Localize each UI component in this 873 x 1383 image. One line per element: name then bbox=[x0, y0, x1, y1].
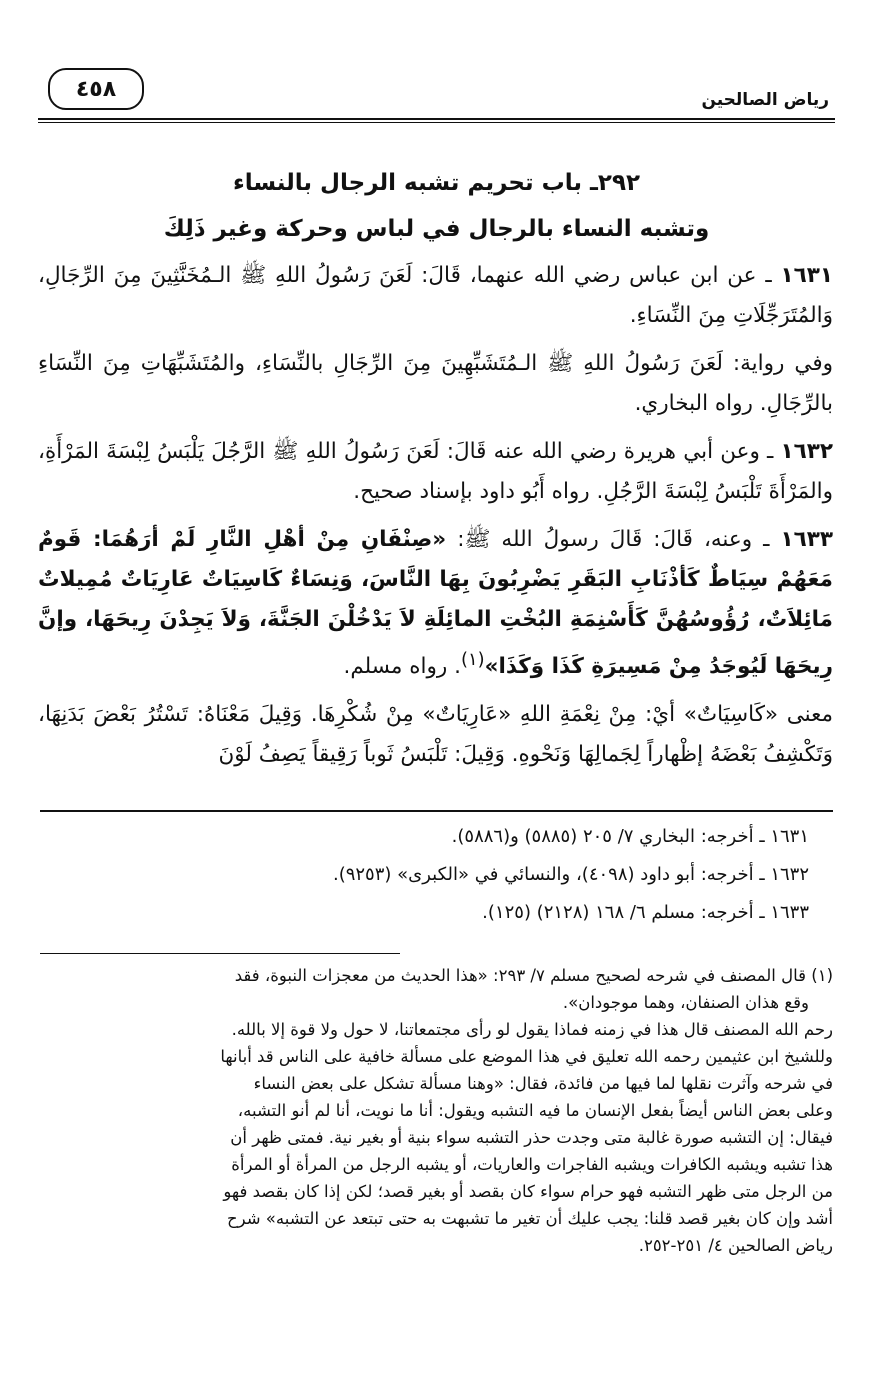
hadith-text: وفي رواية: لَعَنَ رَسُولُ اللهِ ﷺ الـمُتَشَبِّهِينَ مِنَ الرِّجَالِ بالنِّسَاءِ، والمُتَشَبِّهَاتِ مِنَ النِّسَاءِ بالرِّجَالِ. رواه البخاري. bbox=[38, 351, 833, 416]
header-rule bbox=[38, 118, 835, 120]
takhrij-list bbox=[40, 818, 833, 932]
page-header bbox=[38, 62, 835, 124]
footnote-marker: (١) bbox=[811, 966, 833, 985]
hadith-outro: . رواه مسلم. bbox=[343, 654, 461, 680]
hadith-1631 bbox=[38, 256, 833, 336]
footnote-line: وعلى بعض الناس أيضاً بفعل الإنسان ما فيه التشبه ويقول: أنا ما نويت، أنا لم أنو التشبه، bbox=[237, 1101, 833, 1120]
footnote bbox=[38, 962, 833, 1259]
main-text bbox=[38, 256, 833, 783]
chapter-heading bbox=[40, 160, 833, 252]
page-number: ٤٥٨ bbox=[48, 68, 144, 110]
takhrij-1632: ١٦٣٢ ـ أخرجه: أبو داود (٤٠٩٨)، والنسائي في «الكبرى» (٩٢٥٣). bbox=[332, 864, 809, 885]
hadith-text: ـ وعن أبي هريرة رضي الله عنه قَالَ: لَعَنَ رَسُولُ اللهِ ﷺ الرَّجُلَ يَلْبَسُ لِبْسَةَ المَرْأَةِ، والمَرْأَةَ تَلْبَسُ لِبْسَةَ الرَّجُلِ. رواه أَبُو داود بإسناد صحيح. bbox=[38, 439, 833, 504]
hadith-1632 bbox=[38, 432, 833, 512]
footnote-line: في شرحه وآثرت نقلها لما فيها من فائدة، فقال: «وهنا مسألة تشكل على بعض النساء bbox=[253, 1074, 833, 1093]
running-title: رياض الصالحين bbox=[701, 90, 829, 110]
footnote-line: من الرجل متى ظهر التشبه فهو حرام سواء كان بقصد أو بغير قصد؛ لكن إذا كان بقصد فهو bbox=[223, 1182, 833, 1201]
hadith-number: ١٦٣٢ bbox=[780, 439, 833, 464]
footnote-line: فيقال: إن التشبه صورة غالبة متى وجدت حذر التشبه سواء بنية أو بغير نية. فمتى ظهر أن bbox=[230, 1128, 833, 1147]
footnote-line: أشد وإن كان بغير قصد قلنا: يجب عليك أن تغير ما تشبهت به حتى تبتعد عن التشبه» شرح bbox=[226, 1209, 833, 1228]
footnote-reference: (١) bbox=[460, 649, 485, 670]
footnote-line: وقع هذان الصنفان، وهما موجودان». bbox=[562, 993, 809, 1012]
takhrij-1631: ١٦٣١ ـ أخرجه: البخاري ٧/ ٢٠٥ (٥٨٨٥) و(٥٨٨٦). bbox=[451, 826, 809, 847]
hadith-matn: «صِنْفَانِ مِنْ أهْلِ النَّارِ لَمْ أرَهُمَا: قَومٌ مَعَهُمْ سِيَاطٌ كَأذْنَابِ البَقَرِ يَضْرِبُونَ بِهَا النَّاسَ، وَنِسَاءٌ كَاسِيَاتٌ عَارِيَاتٌ مُمِيلاتٌ مَائِلاَتٌ، رُؤُوسُهُنَّ كَأَسْنِمَةِ البُخْتِ المائِلَةِ لاَ يَدْخُلْنَ الجَنَّةَ، وَلاَ يَجِدْنَ رِيحَهَا، وإنَّ رِيحَهَا لَيُوجَدُ مِنْ مَسِيرَةِ كَذَا وَكَذَا» bbox=[38, 527, 833, 680]
footnote-line: وللشيخ ابن عثيمين رحمه الله تعليق في هذا الموضع على مسألة خافية على الناس قد أبانها bbox=[220, 1047, 833, 1066]
hadith-intro: ـ وعنه، قَالَ: قَالَ رسولُ الله ﷺ: bbox=[446, 527, 781, 552]
hadith-text: ـ عن ابن عباس رضي الله عنهما، قَالَ: لَعَنَ رَسُولُ اللهِ ﷺ الـمُخَنَّثِينَ مِنَ الرِّجَالِ، وَالمُتَرَجِّلَاتِ مِنَ النِّسَاءِ. bbox=[38, 263, 833, 328]
takhrij-rule bbox=[40, 810, 833, 812]
header-rule-thin bbox=[38, 122, 835, 123]
footnote-line: هذا تشبه ويشبه الكافرات ويشبه الفاجرات والعاريات، أو يشبه الرجل من المرأة أو المرأة bbox=[231, 1155, 833, 1174]
hadith-number: ١٦٣١ bbox=[780, 263, 833, 288]
explanation: معنى «كَاسِيَاتٌ» أيْ: مِنْ نِعْمَةِ اللهِ «عَارِيَاتٌ» مِنْ شُكْرِهَا. وَقِيلَ مَعْنَاهُ: تَسْتُرُ بَعْضَ بَدَنِهَا، وَتَكْشِفُ بَعْضَهُ إظْهاراً لِجَمالِهَا وَنَحْوهِ. وَقِيلَ: تَلْبَسُ ثَوباً رَقِيقاً يَصِفُ لَوْنَ bbox=[38, 702, 833, 768]
footnote-line: (١) قال المصنف في شرحه لصحيح مسلم ٧/ ٢٩٣: «هذا الحديث من معجزات النبوة، فقد bbox=[234, 966, 833, 985]
footnote-rule bbox=[40, 953, 400, 954]
footnote-line: رحم الله المصنف قال هذا في زمنه فماذا يقول لو رأى مجتمعاتنا، لا حول ولا قوة إلا بالله. bbox=[231, 1020, 833, 1039]
hadith-1631-variant bbox=[38, 344, 833, 424]
footnote-line: رياض الصالحين ٤/ ٢٥١-٢٥٢. bbox=[638, 1236, 833, 1255]
hadith-number: ١٦٣٣ bbox=[780, 527, 833, 552]
chapter-title-line1: ٢٩٢ـ باب تحريم تشبه الرجال بالنساء bbox=[232, 170, 641, 196]
hadith-1633 bbox=[38, 520, 833, 687]
takhrij-1633: ١٦٣٣ ـ أخرجه: مسلم ٦/ ١٦٨ (٢١٢٨) (١٢٥). bbox=[482, 902, 809, 923]
chapter-title-line2: وتشبه النساء بالرجال في لباس وحركة وغير ذَلِكَ bbox=[163, 216, 710, 242]
